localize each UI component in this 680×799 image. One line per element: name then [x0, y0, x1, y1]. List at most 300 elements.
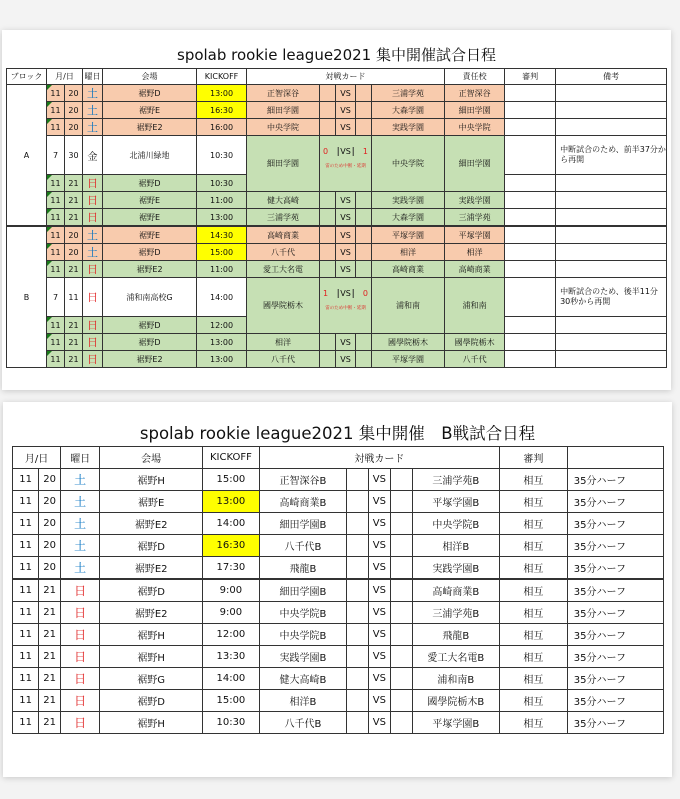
- score-home: [347, 624, 369, 646]
- away-team: 浦和南B: [412, 668, 499, 690]
- day-cell: 11: [65, 278, 83, 317]
- referee-cell: 相互: [500, 646, 568, 668]
- month-cell: 11: [47, 244, 65, 261]
- referee-cell: 相互: [500, 469, 568, 491]
- referee-cell: [505, 192, 556, 209]
- score-away: [390, 690, 412, 712]
- home-team: 愛工大名電: [247, 261, 320, 278]
- score-home: [320, 192, 336, 209]
- weekday-cell: 土: [61, 535, 100, 557]
- day-cell: 20: [65, 244, 83, 261]
- kickoff-cell: 12:00: [197, 317, 247, 334]
- table-row: [13, 469, 664, 491]
- away-team: 平塚学園: [372, 351, 445, 368]
- referee-cell: [505, 226, 556, 244]
- responsible-cell: 平塚学園: [445, 226, 505, 244]
- weekday-cell: 日: [61, 602, 100, 624]
- responsible-cell: 相洋: [445, 244, 505, 261]
- day-cell: 21: [65, 192, 83, 209]
- vs-label: VS: [368, 557, 390, 580]
- away-team: 國學院栃木: [372, 334, 445, 351]
- referee-cell: 相互: [500, 579, 568, 602]
- vs-label: VS: [336, 244, 356, 261]
- score-home: [347, 579, 369, 602]
- score-home: [347, 513, 369, 535]
- referee-cell: 相互: [500, 557, 568, 580]
- score-away: [390, 668, 412, 690]
- month-cell: 11: [47, 261, 65, 278]
- notes-cell: [556, 244, 667, 261]
- score-away: [356, 261, 372, 278]
- table-row: [13, 491, 664, 513]
- kickoff-cell: 14:30: [197, 226, 247, 244]
- month-cell: 11: [47, 175, 65, 192]
- weekday-cell: 土: [83, 85, 103, 102]
- referee-cell: [505, 351, 556, 368]
- referee-cell: [505, 85, 556, 102]
- month-cell: 11: [13, 668, 39, 690]
- month-cell: 7: [47, 278, 65, 317]
- referee-cell: 相互: [500, 491, 568, 513]
- kickoff-cell: 12:00: [203, 624, 260, 646]
- table-row: [13, 535, 664, 557]
- referee-cell: [505, 102, 556, 119]
- venue-cell: 裾野E: [103, 209, 197, 227]
- table-row: [7, 244, 667, 261]
- venue-cell: 裾野E: [103, 226, 197, 244]
- home-team: 相洋: [247, 334, 320, 351]
- day-cell: 21: [39, 668, 61, 690]
- referee-cell: [505, 209, 556, 227]
- weekday-cell: 土: [83, 119, 103, 136]
- day-cell: 20: [65, 226, 83, 244]
- month-cell: 11: [13, 579, 39, 602]
- day-cell: 20: [39, 469, 61, 491]
- away-team: 高崎商業B: [412, 579, 499, 602]
- home-team: 中央学院B: [259, 602, 346, 624]
- month-cell: 11: [47, 85, 65, 102]
- header-venue: 会場: [103, 69, 197, 85]
- responsible-cell: 実践学園: [445, 192, 505, 209]
- header-notes: 備考: [556, 69, 667, 85]
- score-home: [320, 334, 336, 351]
- venue-cell: 裾野E2: [100, 602, 203, 624]
- vs-label: VS: [368, 712, 390, 734]
- kickoff-cell: 15:00: [197, 244, 247, 261]
- vs-label: VS: [368, 690, 390, 712]
- kickoff-cell: 10:30: [197, 136, 247, 175]
- weekday-cell: 日: [83, 209, 103, 227]
- table-row: [7, 85, 667, 102]
- weekday-cell: 日: [83, 351, 103, 368]
- referee-cell: [505, 119, 556, 136]
- venue-cell: 裾野E2: [100, 513, 203, 535]
- day-cell: 21: [39, 624, 61, 646]
- away-team: 高崎商業: [372, 261, 445, 278]
- kickoff-cell: 17:30: [203, 557, 260, 580]
- kickoff-cell: 13:00: [197, 209, 247, 227]
- referee-cell: 相互: [500, 668, 568, 690]
- vs-label: VS: [368, 491, 390, 513]
- venue-cell: 裾野E2: [103, 119, 197, 136]
- venue-cell: 裾野E2: [100, 557, 203, 580]
- vs-label: VS: [336, 209, 356, 227]
- header-referee: 審判: [500, 447, 568, 469]
- day-cell: 20: [65, 102, 83, 119]
- away-team: 実践学園: [372, 119, 445, 136]
- weekday-cell: 土: [61, 513, 100, 535]
- day-cell: 20: [65, 85, 83, 102]
- score-away: [390, 712, 412, 734]
- kickoff-cell: 10:30: [197, 175, 247, 192]
- kickoff-cell: 11:00: [197, 261, 247, 278]
- schedule-card-b-team: [3, 402, 672, 777]
- away-team: 三浦学苑B: [412, 602, 499, 624]
- venue-cell: 浦和南高校G: [103, 278, 197, 317]
- vs-label: VS: [337, 289, 354, 298]
- responsible-cell: 浦和南: [445, 278, 505, 334]
- referee-cell: [505, 317, 556, 334]
- table-row: [13, 712, 664, 734]
- notes-cell: [556, 175, 667, 192]
- away-team: 平塚学園B: [412, 491, 499, 513]
- month-cell: 11: [47, 351, 65, 368]
- day-cell: 21: [65, 351, 83, 368]
- vs-label: VS: [336, 351, 356, 368]
- notes-cell: [556, 209, 667, 227]
- kickoff-cell: 14:00: [203, 668, 260, 690]
- away-team: 大森学園: [372, 209, 445, 227]
- responsible-cell: 正智深谷: [445, 85, 505, 102]
- kickoff-cell: 13:00: [197, 351, 247, 368]
- referee-cell: [505, 244, 556, 261]
- b-schedule-table: [12, 446, 664, 734]
- vs-label: VS: [336, 102, 356, 119]
- away-team: 実践学園B: [412, 557, 499, 580]
- home-team: 健大高崎B: [259, 668, 346, 690]
- kickoff-cell: 13:00: [197, 85, 247, 102]
- day-cell: 21: [65, 175, 83, 192]
- score-home: [320, 351, 336, 368]
- notes-cell: 中断試合のため、前半37分から再開: [556, 136, 667, 175]
- away-team: 実践学園: [372, 192, 445, 209]
- responsible-cell: 細田学園: [445, 136, 505, 192]
- notes-cell: [556, 334, 667, 351]
- referee-cell: 相互: [500, 602, 568, 624]
- block-label: B: [7, 226, 47, 368]
- day-cell: 20: [39, 557, 61, 580]
- venue-cell: 裾野E: [103, 102, 197, 119]
- referee-cell: [505, 175, 556, 192]
- month-cell: 7: [47, 136, 65, 175]
- header-venue: 会場: [100, 447, 203, 469]
- score-home: [347, 535, 369, 557]
- table-row: [7, 192, 667, 209]
- month-cell: 11: [47, 192, 65, 209]
- venue-cell: 裾野D: [100, 690, 203, 712]
- day-cell: 20: [65, 119, 83, 136]
- away-team: 平塚学園: [372, 226, 445, 244]
- venue-cell: 裾野D: [100, 535, 203, 557]
- referee-cell: 相互: [500, 513, 568, 535]
- day-cell: 20: [39, 535, 61, 557]
- table-row: [7, 102, 667, 119]
- month-cell: 11: [13, 712, 39, 734]
- weekday-cell: 日: [83, 261, 103, 278]
- month-cell: 11: [47, 317, 65, 334]
- venue-cell: 裾野E2: [103, 261, 197, 278]
- home-team: 八千代B: [259, 712, 346, 734]
- home-team: 飛龍B: [259, 557, 346, 580]
- block-label: A: [7, 85, 47, 227]
- table-row: [13, 513, 664, 535]
- schedule-card-main: [2, 30, 671, 390]
- referee-cell: 相互: [500, 535, 568, 557]
- notes-cell: [556, 261, 667, 278]
- away-team: 中央学院: [372, 136, 445, 192]
- away-team: 三浦学苑B: [412, 469, 499, 491]
- score-home: [347, 557, 369, 580]
- table-row: [13, 602, 664, 624]
- kickoff-cell: 15:00: [203, 690, 260, 712]
- month-cell: 11: [47, 209, 65, 227]
- score-away: [390, 602, 412, 624]
- score-away: [390, 624, 412, 646]
- venue-cell: 裾野D: [103, 317, 197, 334]
- home-team: 正智深谷B: [259, 469, 346, 491]
- vs-label: VS: [368, 624, 390, 646]
- table-row: [13, 624, 664, 646]
- kickoff-cell: 9:00: [203, 602, 260, 624]
- schedule-table: [6, 68, 667, 368]
- kickoff-cell: 13:00: [197, 334, 247, 351]
- vs-label: VS: [336, 119, 356, 136]
- weekday-cell: 土: [83, 244, 103, 261]
- score-away: [356, 102, 372, 119]
- responsible-cell: 三浦学苑: [445, 209, 505, 227]
- venue-cell: 裾野D: [103, 244, 197, 261]
- away-team: 愛工大名電B: [412, 646, 499, 668]
- score-away: [390, 557, 412, 580]
- referee-cell: 相互: [500, 690, 568, 712]
- score-away: [390, 513, 412, 535]
- venue-cell: 裾野H: [100, 646, 203, 668]
- score-away: [390, 579, 412, 602]
- notes-cell: [556, 102, 667, 119]
- score-home: [320, 85, 336, 102]
- weekday-cell: 土: [61, 557, 100, 580]
- notes-cell: 35分ハーフ: [567, 579, 663, 602]
- venue-cell: 裾野E: [100, 491, 203, 513]
- weekday-cell: 日: [83, 317, 103, 334]
- score-away: [356, 351, 372, 368]
- notes-cell: 35分ハーフ: [567, 624, 663, 646]
- weekday-cell: 土: [83, 102, 103, 119]
- table-row: [13, 579, 664, 602]
- away-team: 相洋B: [412, 535, 499, 557]
- vs-label: VS: [368, 646, 390, 668]
- home-team: 八千代B: [259, 535, 346, 557]
- weekday-cell: 日: [61, 624, 100, 646]
- score-home: 0: [323, 146, 329, 156]
- score-away: [356, 244, 372, 261]
- responsible-cell: 國學院栃木: [445, 334, 505, 351]
- home-team: 健大高崎: [247, 192, 320, 209]
- away-team: 平塚学園B: [412, 712, 499, 734]
- day-cell: 21: [65, 334, 83, 351]
- weekday-cell: 日: [61, 668, 100, 690]
- table-row: [7, 278, 667, 317]
- notes-cell: 35分ハーフ: [567, 712, 663, 734]
- referee-cell: [505, 278, 556, 317]
- suspension-note: 雷のため中断・延期: [325, 305, 366, 311]
- kickoff-cell: 13:30: [203, 646, 260, 668]
- home-team: 八千代: [247, 351, 320, 368]
- home-team: 八千代: [247, 244, 320, 261]
- notes-cell: 35分ハーフ: [567, 690, 663, 712]
- referee-cell: 相互: [500, 624, 568, 646]
- notes-cell: [556, 192, 667, 209]
- notes-cell: [556, 85, 667, 102]
- table-row: [7, 351, 667, 368]
- responsible-cell: 中央学院: [445, 119, 505, 136]
- score-away: [356, 85, 372, 102]
- header-date: 月/日: [13, 447, 61, 469]
- score-home: [347, 646, 369, 668]
- kickoff-cell: 16:30: [197, 102, 247, 119]
- notes-cell: [556, 226, 667, 244]
- responsible-cell: 八千代: [445, 351, 505, 368]
- score-away: [390, 646, 412, 668]
- weekday-cell: 土: [61, 469, 100, 491]
- weekday-cell: 日: [83, 175, 103, 192]
- home-team: 國學院栃木: [247, 278, 320, 334]
- day-cell: 21: [65, 261, 83, 278]
- notes-cell: 35分ハーフ: [567, 602, 663, 624]
- venue-cell: 裾野E: [103, 192, 197, 209]
- header-match: 対戦カード: [247, 69, 445, 85]
- vs-label: VS: [336, 334, 356, 351]
- home-team: 細田学園B: [259, 513, 346, 535]
- table-row: [13, 646, 664, 668]
- table-row: [7, 209, 667, 227]
- month-cell: 11: [13, 513, 39, 535]
- venue-cell: 裾野G: [100, 668, 203, 690]
- kickoff-cell: 16:00: [197, 119, 247, 136]
- referee-cell: [505, 136, 556, 175]
- header-date: 月/日: [47, 69, 83, 85]
- table-header: [7, 69, 667, 85]
- month-cell: 11: [13, 469, 39, 491]
- table-header: [13, 447, 664, 469]
- venue-cell: 裾野D: [100, 579, 203, 602]
- day-cell: 21: [39, 602, 61, 624]
- away-team: 國學院栃木B: [412, 690, 499, 712]
- table-row: [7, 261, 667, 278]
- referee-cell: [505, 334, 556, 351]
- vs-label: VS: [337, 147, 354, 156]
- weekday-cell: 金: [83, 136, 103, 175]
- home-team: 正智深谷: [247, 85, 320, 102]
- notes-cell: 35分ハーフ: [567, 668, 663, 690]
- vs-label: VS: [368, 602, 390, 624]
- weekday-cell: 土: [61, 491, 100, 513]
- score-home: [347, 469, 369, 491]
- day-cell: 30: [65, 136, 83, 175]
- month-cell: 11: [13, 491, 39, 513]
- month-cell: 11: [13, 624, 39, 646]
- score-away: [356, 119, 372, 136]
- score-away: [390, 491, 412, 513]
- venue-cell: 裾野D: [103, 175, 197, 192]
- day-cell: 21: [65, 317, 83, 334]
- weekday-cell: 日: [61, 712, 100, 734]
- score-home: [347, 712, 369, 734]
- score-home: 1: [323, 288, 329, 298]
- schedule-title: spolab rookie league2021 集中開催試合日程: [177, 46, 496, 64]
- home-team: 実践学園B: [259, 646, 346, 668]
- vs-label: VS: [368, 513, 390, 535]
- weekday-cell: 日: [83, 192, 103, 209]
- home-team: 高崎商業B: [259, 491, 346, 513]
- venue-cell: 北浦川緑地: [103, 136, 197, 175]
- score-away: [356, 334, 372, 351]
- header-kickoff: KICKOFF: [197, 69, 247, 85]
- score-home: [320, 261, 336, 278]
- month-cell: 11: [13, 646, 39, 668]
- score-home: [320, 226, 336, 244]
- home-team: 細田学園B: [259, 579, 346, 602]
- score-away: [390, 469, 412, 491]
- table-row: [7, 136, 667, 175]
- home-team: 相洋B: [259, 690, 346, 712]
- day-cell: 20: [39, 513, 61, 535]
- away-team: 三浦学苑: [372, 85, 445, 102]
- day-cell: 21: [39, 579, 61, 602]
- score-home: [347, 602, 369, 624]
- venue-cell: 裾野H: [100, 469, 203, 491]
- month-cell: 11: [47, 119, 65, 136]
- kickoff-cell: 14:00: [197, 278, 247, 317]
- kickoff-cell: 11:00: [197, 192, 247, 209]
- day-cell: 21: [39, 646, 61, 668]
- day-cell: 21: [39, 712, 61, 734]
- notes-cell: 35分ハーフ: [567, 557, 663, 580]
- month-cell: 11: [13, 602, 39, 624]
- weekday-cell: 日: [83, 278, 103, 317]
- home-team: 高崎商業: [247, 226, 320, 244]
- responsible-cell: 高崎商業: [445, 261, 505, 278]
- month-cell: 11: [13, 557, 39, 580]
- table-row: [7, 334, 667, 351]
- notes-cell: [556, 351, 667, 368]
- month-cell: 11: [13, 535, 39, 557]
- day-cell: 21: [65, 209, 83, 227]
- away-team: 中央学院B: [412, 513, 499, 535]
- home-team: 細田学園: [247, 136, 320, 192]
- table-row: [13, 690, 664, 712]
- table-row: [13, 668, 664, 690]
- vs-label: VS: [368, 469, 390, 491]
- header-block: ブロック: [7, 69, 47, 85]
- vs-label: VS: [368, 668, 390, 690]
- score-away: 0: [362, 288, 369, 298]
- kickoff-cell: 16:30: [203, 535, 260, 557]
- away-team: 飛龍B: [412, 624, 499, 646]
- venue-cell: 裾野D: [103, 85, 197, 102]
- suspension-note: 雷のため中断・延期: [325, 163, 366, 169]
- away-team: 大森学園: [372, 102, 445, 119]
